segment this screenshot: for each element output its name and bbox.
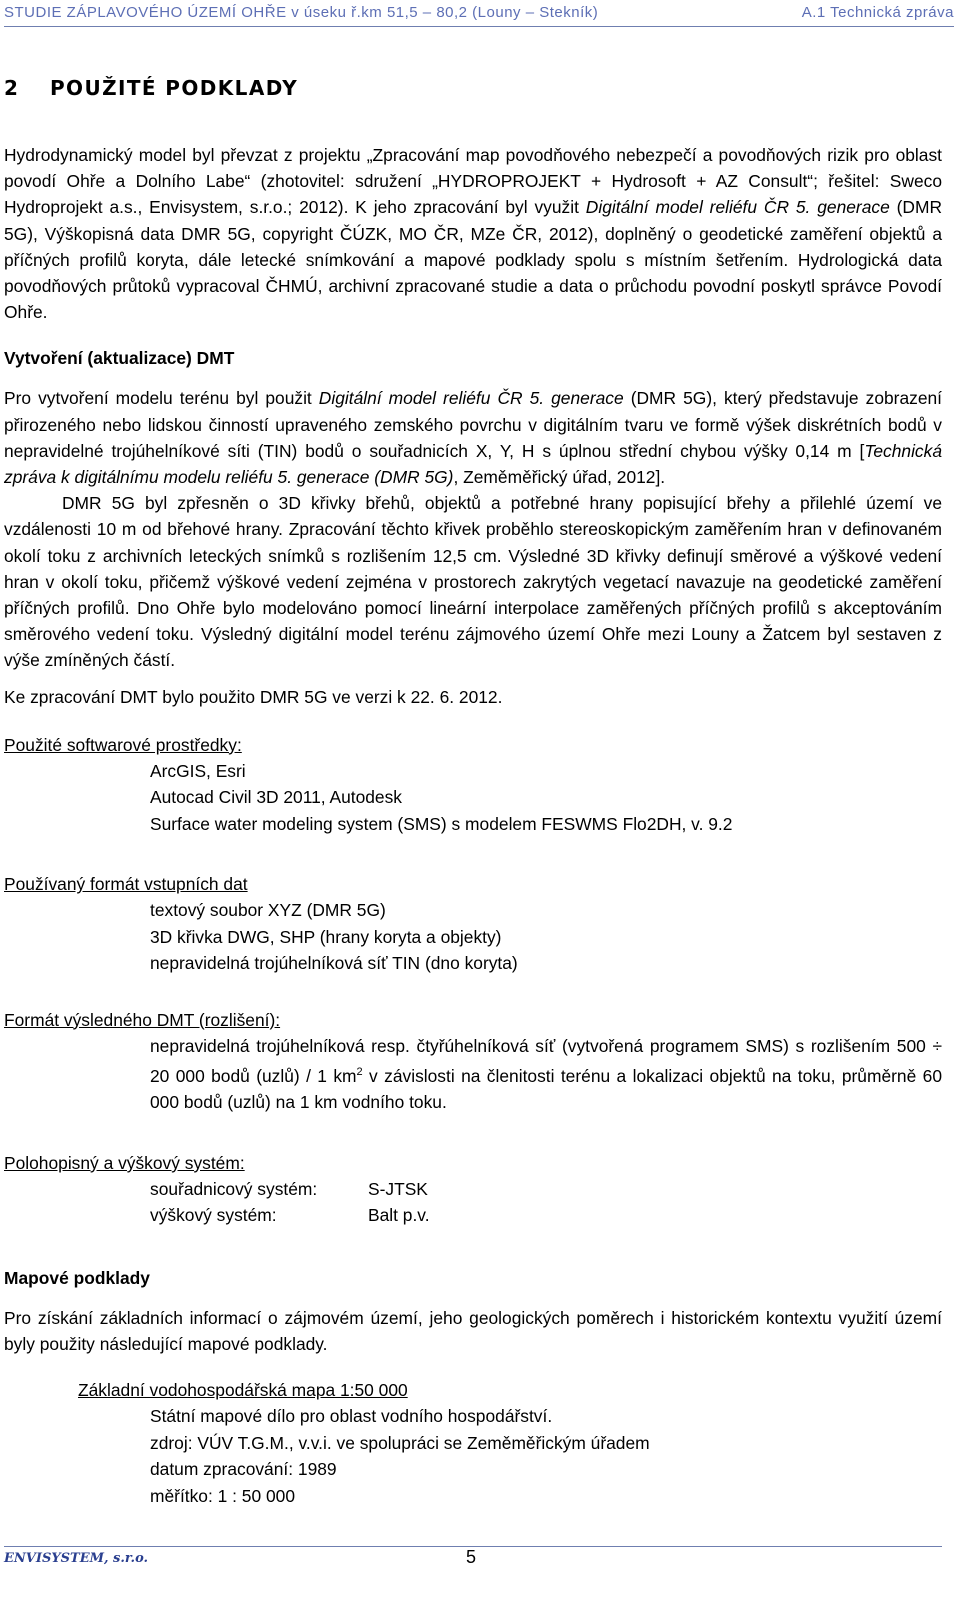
section-number: 2 xyxy=(4,76,20,100)
input-format-label: Používaný formát vstupních dat xyxy=(4,874,248,895)
document-body xyxy=(4,76,942,1509)
map-intro: Pro získání základních informací o zájmovém území, jeho geologických poměrech i historickém kontextu využití území byly použity následující mapové podklady. xyxy=(4,1307,942,1355)
coord-row xyxy=(150,1202,942,1229)
page-number: 5 xyxy=(466,1547,477,1567)
dmt-reference-end: , Zeměměřický úřad, 2012]. xyxy=(453,467,666,488)
output-format-part1: nepravidelná trojúhelníková resp. čtyřúhelníková síť (vytvořená programem SMS) s rozlišením 500 ÷ 20 000 bodů (uzlů) / 1 km xyxy=(150,1035,942,1086)
dmt-italic: Digitální model reliéfu ČR 5. generace xyxy=(318,388,624,409)
list-item: nepravidelná trojúhelníková síť TIN (dno koryta) xyxy=(150,953,518,974)
list-item: zdroj: VÚV T.G.M., v.v.i. ve spolupráci se Zeměměřickým úřadem xyxy=(150,1432,650,1453)
coord-system-label: Polohopisný a výškový systém: xyxy=(4,1152,245,1173)
footer-company: ENVISYSTEM, s.r.o. xyxy=(4,1551,149,1566)
output-format-label: Formát výsledného DMT (rozlišení): xyxy=(4,1009,281,1030)
input-format-list xyxy=(4,897,942,977)
list-item: textový soubor XYZ (DMR 5G) xyxy=(150,900,386,921)
intro-italic: Digitální model reliéfu ČR 5. generace xyxy=(585,197,890,218)
list-item: datum zpracování: 1989 xyxy=(150,1459,337,1480)
superscript: 2 xyxy=(356,1066,363,1079)
coord-key: souřadnicový systém: xyxy=(150,1178,318,1199)
coord-value: Balt p.v. xyxy=(368,1205,430,1226)
dmt-heading: Vytvoření (aktualizace) DMT xyxy=(4,348,235,369)
header-title: STUDIE ZÁPLAVOVÉHO ÚZEMÍ OHŘE v úseku ř.km 51,5 – 80,2 (Louny – Stekník) xyxy=(4,4,599,21)
intro-text: Hydrodynamický model byl převzat z projektu „Zpracování map povodňového nebezpečí a povodňových rizik pro oblast povodí Ohře a Dolního Labe“ (zhotovitel: sdružení „HYDROPROJEKT + Hydrosoft + AZ Consult“; řešitel: Sweco Hydroprojekt a.s., Envisystem, s.r.o.; 2012). K jeho zpracování byl využit xyxy=(4,145,942,218)
page-footer xyxy=(4,1546,942,1581)
list-item: Surface water modeling system (SMS) s modelem FESWMS Flo2DH, v. 9.2 xyxy=(150,813,733,834)
list-item: 3D křivka DWG, SHP (hrany koryta a objekty) xyxy=(150,926,502,947)
header-section: A.1 Technická zpráva xyxy=(801,4,954,21)
intro-paragraph xyxy=(4,142,942,325)
refinement-paragraph: DMR 5G byl zpřesněn o 3D křivky břehů, objektů a potřebné hrany popisující břehy a přilehlé území ve vzdálenosti 10 m od břehové hrany. Zpracování těchto křivek proběhlo stereoskopickým zaměřením hran v definovaném okolí toku z archivních leteckých snímků s rozlišením 12,5 cm. Výsledné 3D křivky definují směrové a výškové vedení hran v okolí toku, přičemž výškové vedení zejména v prostorech zakrytých vegetací navazuje na geodetické zaměření příčných profilů. Dno Ohře bylo modelováno pomocí lineární interpolace zaměřených příčných profilů s akceptováním směrového vedení toku. Výsledný digitální model terénu zájmového území Ohře mezi Louny a Žatcem byl sestaven z výše zmíněných částí. xyxy=(4,493,942,671)
intro-text-cont: (DMR 5G), Výškopisná data DMR 5G, copyright ČÚZK, MO ČR, MZe ČR, 2012), doplněný o geodetické zaměření objektů a příčných profilů koryta, dále letecké snímkování a mapové podklady spolu s místním šetřením. Hydrologická data povodňových průtoků vypracoval ČHMÚ, archivní zpracované studie a data o průchodu povodní poskytl správce Povodí Ohře. xyxy=(4,197,942,323)
software-list xyxy=(4,758,942,838)
map-heading: Mapové podklady xyxy=(4,1267,150,1288)
dmt-reference-italic: Technická zpráva k digitálnímu modelu reliéfu 5. generace (DMR 5G) xyxy=(4,440,942,488)
coord-row xyxy=(150,1176,942,1203)
coord-value: S-JTSK xyxy=(368,1178,428,1199)
dmt-text-cont: (DMR 5G), který představuje zobrazení přirozeného nebo lidskou činností upraveného zemského povrchu v digitálním tvaru ve formě výšek diskrétních bodů v nepravidelné trojúhelníkové síti (TIN) bodů o souřadnicích X, Y, H s úplnou střední chybou výšky 0,14 m [ xyxy=(4,388,942,461)
list-item: Autocad Civil 3D 2011, Autodesk xyxy=(150,787,402,808)
basemap-block xyxy=(4,1377,942,1509)
output-format-part2: v závislosti na členitosti terénu a lokalizaci objektů na toku, průměrně 60 000 bodů (uzlů) na 1 km vodního toku. xyxy=(150,1065,942,1113)
basemap-title: Základní vodohospodářská mapa 1:50 000 xyxy=(78,1380,408,1401)
coord-key: výškový systém: xyxy=(150,1205,277,1226)
software-label: Použité softwarové prostředky: xyxy=(4,734,242,755)
list-item: ArcGIS, Esri xyxy=(150,760,246,781)
list-item: měřítko: 1 : 50 000 xyxy=(150,1485,296,1506)
section-heading xyxy=(4,76,942,106)
dmt-text: Pro vytvoření modelu terénu byl použit xyxy=(4,388,319,409)
page-header xyxy=(4,2,954,27)
basemap-list xyxy=(78,1403,942,1509)
section-title: POUŽITÉ PODKLADY xyxy=(50,76,299,100)
coord-system-list xyxy=(4,1176,942,1229)
output-format-text xyxy=(4,1033,942,1116)
dmt-version: Ke zpracování DMT bylo použito DMR 5G ve verzi k 22. 6. 2012. xyxy=(4,686,503,707)
dmt-paragraph xyxy=(4,385,942,490)
list-item: Státní mapové dílo pro oblast vodního hospodářství. xyxy=(150,1406,553,1427)
